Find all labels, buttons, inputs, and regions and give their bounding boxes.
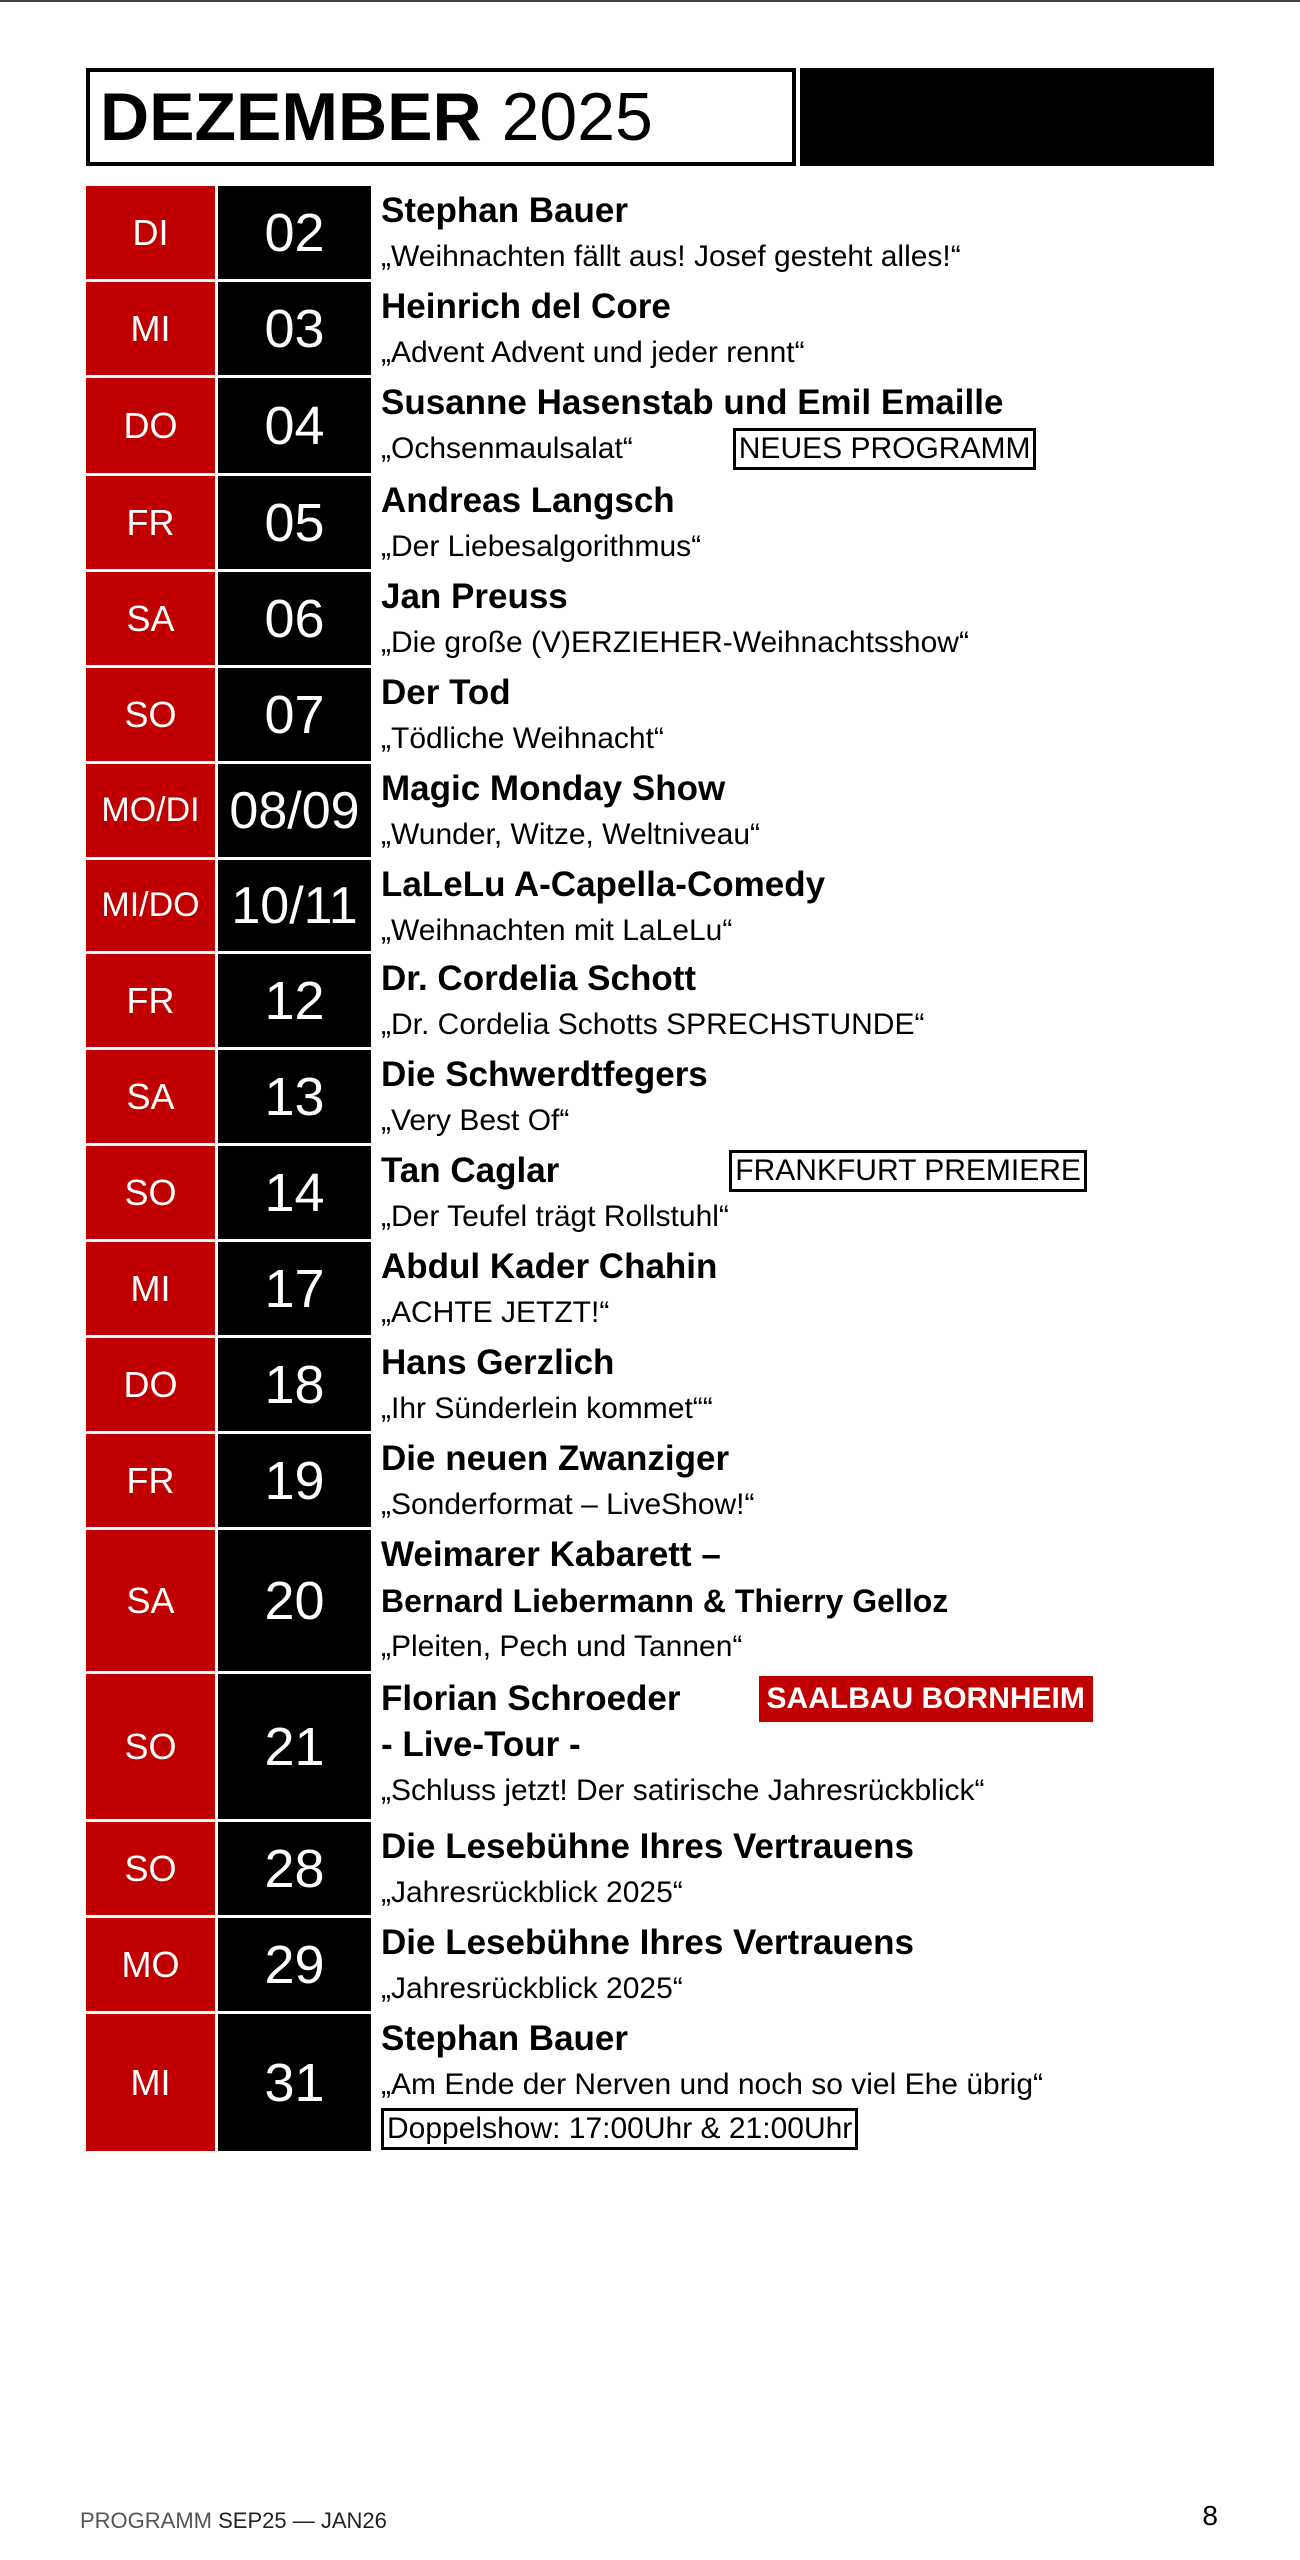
new-program-badge: NEUES PROGRAMM: [733, 428, 1037, 470]
artist-line: [381, 1436, 1266, 1482]
artist-line: [381, 284, 1266, 330]
event-row: [86, 1146, 1266, 1242]
event-details: [371, 572, 1266, 665]
date-cell: 07: [218, 668, 371, 761]
artist-name: Florian Schroeder: [381, 1679, 681, 1718]
title-line: [381, 2062, 1266, 2108]
date-cell: 21: [218, 1674, 371, 1819]
program-title: „Sonderformat – LiveShow!“: [381, 1488, 755, 1521]
program-title: „Am Ende der Nerven und noch so viel Ehe übrig“: [381, 2068, 1044, 2101]
title-line: [381, 234, 1266, 280]
year: 2025: [501, 79, 653, 155]
venue-badge: SAALBAU BORNHEIM: [759, 1676, 1093, 1722]
program-title: „Very Best Of“: [381, 1104, 570, 1137]
weekday-cell: DO: [86, 378, 218, 473]
artist-name: Stephan Bauer: [381, 191, 628, 230]
title-line: [381, 1098, 1266, 1144]
event-details: [371, 378, 1266, 473]
event-details: [371, 860, 1266, 951]
event-details: [371, 1530, 1266, 1671]
event-details: [371, 186, 1266, 279]
weekday-cell: FR: [86, 476, 218, 569]
event-details: [371, 1918, 1266, 2011]
premiere-badge: FRANKFURT PREMIERE: [729, 1150, 1087, 1192]
program-title: „Weihnachten mit LaLeLu“: [381, 914, 733, 947]
event-details: [371, 1822, 1266, 1915]
title-line: [381, 1386, 1266, 1432]
artist-line: [381, 2016, 1266, 2062]
date-cell: 02: [218, 186, 371, 279]
event-row: [86, 1822, 1266, 1918]
title-line: [381, 1194, 1266, 1240]
event-details: [371, 1338, 1266, 1431]
event-row: [86, 1674, 1266, 1822]
weekday-cell: MO/DI: [86, 764, 218, 857]
title-line: [381, 812, 1266, 858]
event-row: [86, 1050, 1266, 1146]
event-row: [86, 764, 1266, 860]
event-details: [371, 1674, 1266, 1819]
footer-program: [80, 2508, 387, 2534]
artist-line: [381, 1824, 1266, 1870]
artist-line: [381, 1676, 1266, 1722]
event-details: [371, 476, 1266, 569]
artist-line: [381, 1148, 1266, 1194]
event-row: [86, 1434, 1266, 1530]
artist-line: [381, 956, 1266, 1002]
artist-line-2: [381, 1722, 1266, 1768]
program-title: „Dr. Cordelia Schotts SPRECHSTUNDE“: [381, 1008, 925, 1041]
program-title: „Weihnachten fällt aus! Josef gesteht alles!“: [381, 240, 961, 273]
program-title: „Advent Advent und jeder rennt“: [381, 336, 805, 369]
date-cell: 06: [218, 572, 371, 665]
artist-line: [381, 380, 1266, 426]
event-row: [86, 476, 1266, 572]
event-row: [86, 2014, 1266, 2154]
artist-name: Der Tod: [381, 673, 511, 712]
artist-name: Andreas Langsch: [381, 481, 675, 520]
event-row: [86, 668, 1266, 764]
date-cell: 04: [218, 378, 371, 473]
show-times-note: Doppelshow: 17:00Uhr & 21:00Uhr: [381, 2108, 858, 2150]
event-row: [86, 1242, 1266, 1338]
event-details: [371, 1146, 1266, 1239]
note-line: [381, 2108, 1266, 2150]
artist-name: Die neuen Zwanziger: [381, 1439, 730, 1478]
artist-line: [381, 1532, 1266, 1578]
weekday-cell: SA: [86, 1050, 218, 1143]
artist-name: Susanne Hasenstab und Emil Emaille: [381, 383, 1004, 422]
weekday-cell: DO: [86, 1338, 218, 1431]
event-row: [86, 954, 1266, 1050]
month-heading: [86, 68, 796, 166]
weekday-cell: MO: [86, 1918, 218, 2011]
artist-line: [381, 1920, 1266, 1966]
title-line: [381, 716, 1266, 762]
title-line: [381, 908, 1266, 954]
event-details: [371, 954, 1266, 1047]
title-line: [381, 620, 1266, 666]
event-details: [371, 764, 1266, 857]
title-line: [381, 1966, 1266, 2012]
event-row: [86, 572, 1266, 668]
artist-line: [381, 1052, 1266, 1098]
title-line: [381, 330, 1266, 376]
artist-name: Abdul Kader Chahin: [381, 1247, 718, 1286]
event-schedule: [86, 186, 1266, 2154]
weekday-cell: SO: [86, 1822, 218, 1915]
weekday-cell: SA: [86, 1530, 218, 1671]
page-number: 8: [1202, 2500, 1218, 2531]
footer-program-label: PROGRAMM: [80, 2508, 212, 2533]
date-cell: 31: [218, 2014, 371, 2151]
event-details: [371, 1242, 1266, 1335]
event-row: [86, 186, 1266, 282]
weekday-cell: SO: [86, 668, 218, 761]
event-row: [86, 1918, 1266, 2014]
program-title: „Ihr Sünderlein kommet““: [381, 1392, 713, 1425]
artist-name: Heinrich del Core: [381, 287, 671, 326]
weekday-cell: FR: [86, 954, 218, 1047]
artist-line: [381, 670, 1266, 716]
artist-name: Hans Gerzlich: [381, 1343, 615, 1382]
date-cell: 17: [218, 1242, 371, 1335]
program-title: „Ochsenmaulsalat“: [381, 432, 633, 465]
artist-name: Die Schwerdtfegers: [381, 1055, 708, 1094]
artist-line: [381, 766, 1266, 812]
title-line: [381, 1002, 1266, 1048]
date-cell: 03: [218, 282, 371, 375]
date-cell: 12: [218, 954, 371, 1047]
event-details: [371, 2014, 1266, 2151]
artist-line: [381, 1340, 1266, 1386]
date-cell: 18: [218, 1338, 371, 1431]
event-row: [86, 1338, 1266, 1434]
title-line: [381, 1768, 1266, 1814]
program-title: „Jahresrückblick 2025“: [381, 1972, 683, 2005]
date-cell: 14: [218, 1146, 371, 1239]
program-title: „Der Teufel trägt Rollstuhl“: [381, 1200, 729, 1233]
title-line: [381, 1870, 1266, 1916]
footer-range: SEP25 — JAN26: [218, 2508, 387, 2533]
artist-line: [381, 188, 1266, 234]
weekday-cell: MI/DO: [86, 860, 218, 951]
artist-line: [381, 478, 1266, 524]
program-title: „ACHTE JETZT!“: [381, 1296, 610, 1329]
date-cell: 13: [218, 1050, 371, 1143]
header-black-block: [800, 68, 1214, 166]
title-line: [381, 1482, 1266, 1528]
date-cell: 10/11: [218, 860, 371, 951]
artist-name: Die Lesebühne Ihres Vertrauens: [381, 1827, 914, 1866]
date-cell: 08/09: [218, 764, 371, 857]
event-details: [371, 282, 1266, 375]
date-cell: 28: [218, 1822, 371, 1915]
artist-line: [381, 1244, 1266, 1290]
weekday-cell: MI: [86, 2014, 218, 2151]
program-title: „Die große (V)ERZIEHER-Weihnachtsshow“: [381, 626, 969, 659]
artist-name: Die Lesebühne Ihres Vertrauens: [381, 1923, 914, 1962]
program-title: „Jahresrückblick 2025“: [381, 1876, 683, 1909]
weekday-cell: MI: [86, 1242, 218, 1335]
artist-name: Jan Preuss: [381, 577, 568, 616]
program-title: „Schluss jetzt! Der satirische Jahresrückblick“: [381, 1774, 985, 1807]
title-line: [381, 426, 1266, 472]
event-row: [86, 1530, 1266, 1674]
program-title: „Pleiten, Pech und Tannen“: [381, 1630, 743, 1663]
weekday-cell: DI: [86, 186, 218, 279]
top-rule: [0, 0, 1300, 2]
event-details: [371, 1434, 1266, 1527]
event-details: [371, 668, 1266, 761]
title-line: [381, 1290, 1266, 1336]
program-title: „Der Liebesalgorithmus“: [381, 530, 702, 563]
artist-name: LaLeLu A-Capella-Comedy: [381, 865, 826, 904]
weekday-cell: SO: [86, 1674, 218, 1819]
weekday-cell: SA: [86, 572, 218, 665]
artist-name-2: Bernard Liebermann & Thierry Gelloz: [381, 1583, 949, 1619]
artist-name: Magic Monday Show: [381, 769, 726, 808]
weekday-cell: MI: [86, 282, 218, 375]
program-title: „Wunder, Witze, Weltniveau“: [381, 818, 761, 851]
artist-name: Dr. Cordelia Schott: [381, 959, 697, 998]
date-cell: 05: [218, 476, 371, 569]
month-name: DEZEMBER: [100, 79, 482, 155]
event-details: [371, 1050, 1266, 1143]
artist-name: Weimarer Kabarett –: [381, 1535, 721, 1574]
event-row: [86, 378, 1266, 476]
date-cell: 29: [218, 1918, 371, 2011]
artist-name: Tan Caglar: [381, 1151, 560, 1190]
artist-name-2: - Live-Tour -: [381, 1725, 581, 1764]
artist-line: [381, 574, 1266, 620]
weekday-cell: SO: [86, 1146, 218, 1239]
program-title: „Tödliche Weihnacht“: [381, 722, 664, 755]
artist-line: [381, 862, 1266, 908]
date-cell: 20: [218, 1530, 371, 1671]
artist-line-2: [381, 1578, 1266, 1624]
weekday-cell: FR: [86, 1434, 218, 1527]
title-line: [381, 1624, 1266, 1670]
event-row: [86, 860, 1266, 954]
date-cell: 19: [218, 1434, 371, 1527]
artist-name: Stephan Bauer: [381, 2019, 628, 2058]
title-line: [381, 524, 1266, 570]
event-row: [86, 282, 1266, 378]
